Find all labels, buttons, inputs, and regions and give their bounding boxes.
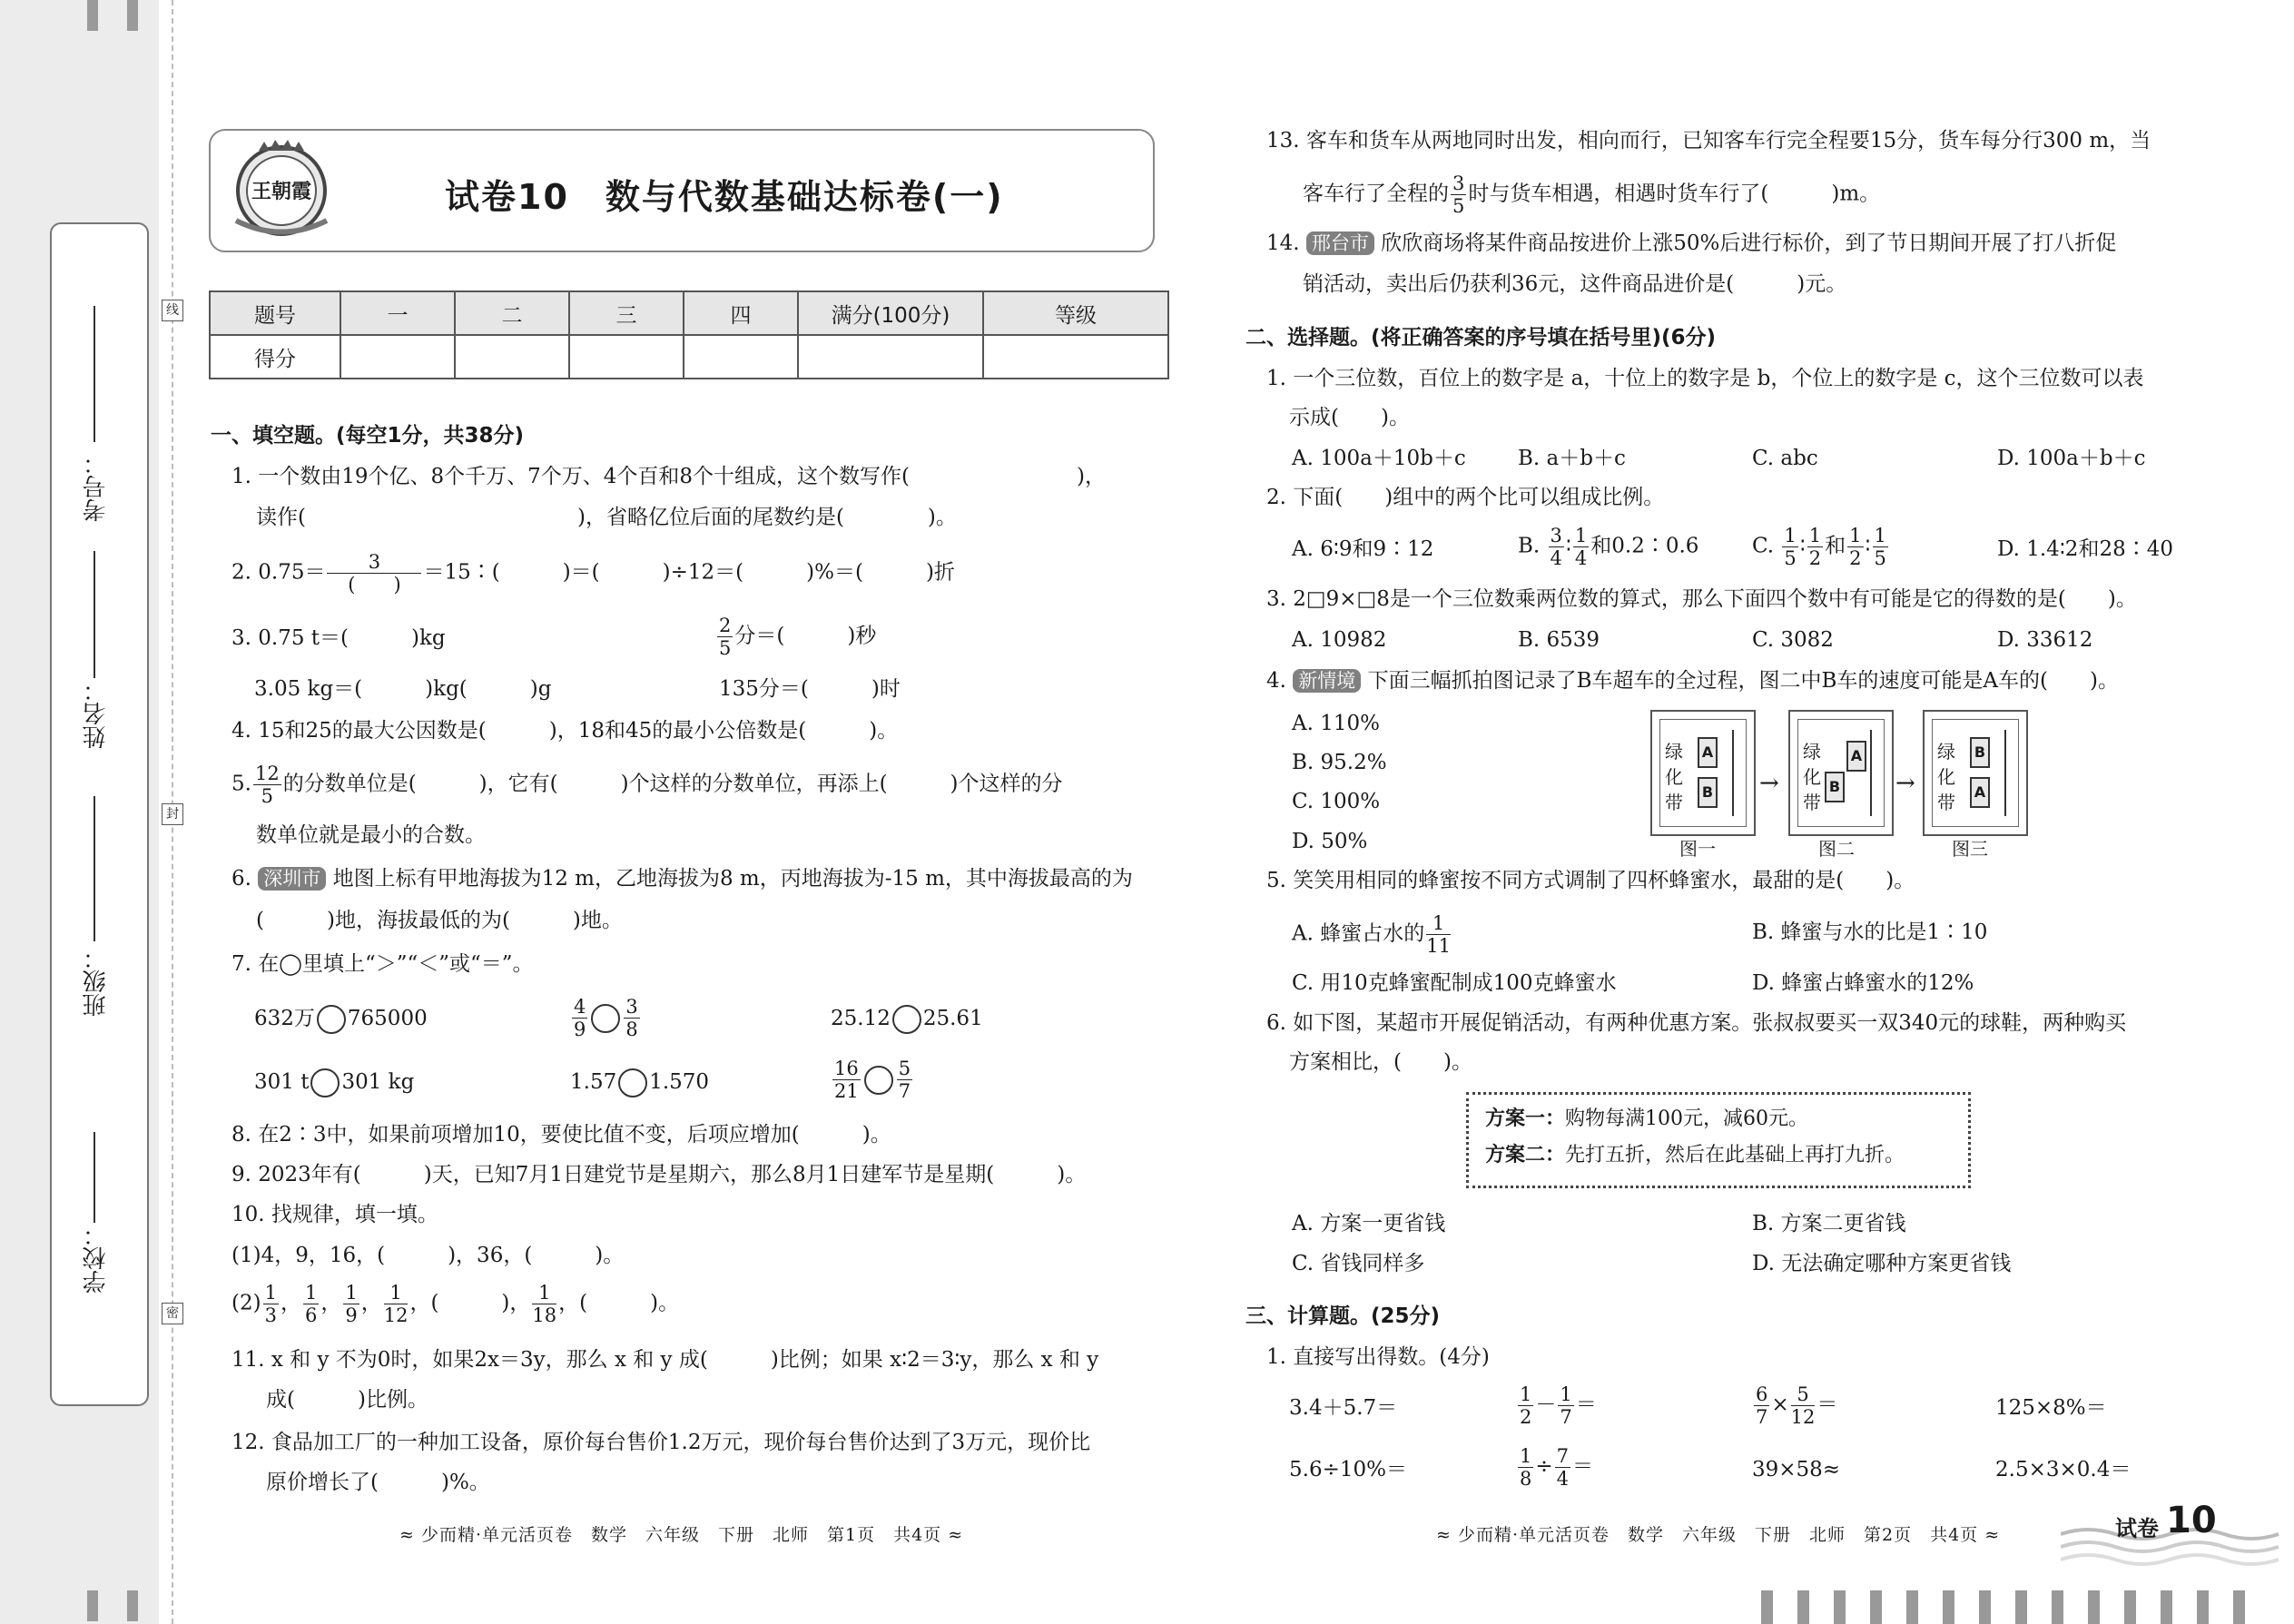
header-cell: 三 xyxy=(569,291,684,335)
figure-label: 图一 xyxy=(1679,838,1716,860)
exam-number-field[interactable] xyxy=(94,306,95,442)
question-3-a: 3. 0.75 t＝( )kg xyxy=(231,626,446,650)
choice-6-option[interactable]: D. 无法确定哪种方案更省钱 xyxy=(1752,1252,2012,1275)
page-mark xyxy=(2124,1590,2136,1624)
figure-label: 图三 xyxy=(1952,838,1988,860)
calc-item: 5.6÷10%＝ xyxy=(1289,1458,1407,1481)
section-1-title: 一、填空题。(每空1分，共38分) xyxy=(211,424,525,448)
compare-3: 25.12 25.61 xyxy=(831,1005,983,1034)
class-label: 班级： xyxy=(83,946,110,1017)
badge-label: 试卷 xyxy=(2115,1516,2159,1541)
question-13: 13. 客车和货车从两地同时出发，相向而行，已知客车行完全程要15分，货车每分行300 m，当 xyxy=(1266,129,2151,153)
plan-2: 方案二：先打五折，然后在此基础上再打九折。 xyxy=(1485,1144,1905,1166)
region-tag: 邢台市 xyxy=(1306,231,1374,255)
choice-1: 1. 一个三位数，百位上的数字是 a，十位上的数字是 b，个位上的数字是 c，这个三位数可以表 xyxy=(1266,367,2144,390)
choice-6: 6. 如下图，某超市开展促销活动，有两种优惠方案。张叔叔要买一双340元的球鞋，两种购买 xyxy=(1266,1011,2127,1035)
question-3-d: 135分＝( )时 xyxy=(719,677,901,701)
question-3-c: 3.05 kg＝( )kg( )g xyxy=(254,677,552,701)
page-mark xyxy=(1979,1590,1991,1624)
choice-6-line-2: 方案相比，( )。 xyxy=(1289,1050,1472,1074)
score-cell[interactable] xyxy=(340,335,455,379)
region-tag: 深圳市 xyxy=(258,867,326,891)
compare-circle[interactable] xyxy=(892,1005,921,1034)
page-mark xyxy=(1797,1590,1809,1624)
overtake-figure-2: 绿化带 A B xyxy=(1788,710,1894,836)
question-5: 5. $\frac{12}{5}$ 的分数单位是( )，它有( )个这样的分数单位，再添上( )个这样的分 xyxy=(231,763,1063,807)
new-context-tag: 新情境 xyxy=(1293,669,1361,693)
exam-number-label: 考号： xyxy=(83,451,110,522)
svg-text:王朝霞: 王朝霞 xyxy=(251,181,312,203)
calc-item: 39×58≈ xyxy=(1752,1458,1841,1481)
page-mark xyxy=(2015,1590,2027,1624)
question-6-line-2: ( )地，海拔最低的为( )地。 xyxy=(256,909,623,932)
compare-circle[interactable] xyxy=(310,1068,340,1097)
car-a: A xyxy=(1970,777,1990,808)
question-5-line-2: 数单位就是最小的合数。 xyxy=(256,823,486,847)
question-8: 8. 在2∶3中，如果前项增加10，要使比值不变，后项应增加( )。 xyxy=(231,1123,891,1147)
compare-1: 632万 765000 xyxy=(254,1005,428,1034)
choice-5-option-a[interactable]: A. 蜂蜜占水的 $\frac{1}{11}$ xyxy=(1292,912,1451,957)
header-cell: 题号 xyxy=(210,291,340,335)
page-mark xyxy=(1943,1590,1954,1624)
row-label: 得分 xyxy=(210,335,340,379)
choice-2: 2. 下面( )组中的两个比可以组成比例。 xyxy=(1266,486,1665,509)
choice-2-option-b[interactable]: B. $\frac{3}{4}$ ∶ $\frac{1}{4}$ 和0.2∶0.6 xyxy=(1518,525,1699,569)
choice-3-option[interactable]: A. 10982 xyxy=(1292,628,1387,652)
score-cell[interactable] xyxy=(455,335,569,379)
score-table xyxy=(209,290,1169,379)
arrow-icon: → xyxy=(1895,770,1915,797)
choice-6-option[interactable]: A. 方案一更省钱 xyxy=(1292,1212,1446,1235)
compare-circle[interactable] xyxy=(317,1005,346,1034)
page-mark xyxy=(1906,1590,1918,1624)
choice-3-option[interactable]: B. 6539 xyxy=(1518,628,1600,652)
choice-4-option[interactable]: B. 95.2% xyxy=(1292,751,1387,774)
page-footer-right: ≈ 少而精·单元活页卷 数学 六年级 下册 北师 第2页 共4页 ≈ xyxy=(1436,1525,2001,1545)
question-14: 14. 邢台市 欣欣商场将某件商品按进价上涨50%后进行标价，到了节日期间开展了打八折促 xyxy=(1266,231,2117,255)
car-a: A xyxy=(1846,741,1866,772)
choice-1-option[interactable]: C. abc xyxy=(1752,447,1818,470)
question-2 xyxy=(231,551,955,595)
binding-mark xyxy=(87,0,98,31)
question-7: 7. 在◯里填上“＞”“＜”或“＝”。 xyxy=(231,952,534,976)
name-field[interactable] xyxy=(94,551,95,678)
choice-4: 4. 新情境 下面三幅抓拍图记录了B车超车的全过程，图二中B车的速度可能是A车的( )。 xyxy=(1266,669,2119,693)
question-10-part-2: (2) $\frac{1}{3}$ ， $\frac{1}{6}$ ， $\frac{1}{9}$ ， $\frac{1}{12}$ ，( )， $\frac{1}{18}$ ，( )。 xyxy=(231,1282,680,1326)
score-cell[interactable] xyxy=(983,335,1168,379)
choice-6-option[interactable]: B. 方案二更省钱 xyxy=(1752,1212,1906,1235)
choice-2-option-d[interactable]: D. 1.4∶2和28∶40 xyxy=(1997,537,2173,561)
question-10-part-1: (1)4，9，16，( )，36，( )。 xyxy=(231,1244,625,1267)
section-2-title: 二、选择题。(将正确答案的序号填在括号里)(6分) xyxy=(1245,326,1717,349)
paper-number-badge xyxy=(2061,1500,2294,1570)
score-cell[interactable] xyxy=(798,335,983,379)
header-cell: 等级 xyxy=(983,291,1168,335)
question-6: 6. 深圳市 地图上标有甲地海拔为12 m，乙地海拔为8 m，丙地海拔为-15 m，其中海拔最高的为 xyxy=(231,867,1133,891)
calc-item: 2.5×3×0.4＝ xyxy=(1995,1458,2132,1481)
compare-circle[interactable] xyxy=(618,1068,647,1097)
overtake-figure-3: 绿化带 B A xyxy=(1923,710,2028,836)
page-mark xyxy=(2052,1590,2063,1624)
page-title: 试卷10 数与代数基础达标卷(一) xyxy=(445,177,1004,217)
car-b: B xyxy=(1698,777,1718,808)
seal-mark-mi: 密 xyxy=(162,1303,183,1324)
choice-3: 3. 2□9×□8是一个三位数乘两位数的算式，那么下面四个数中有可能是它的得数的是( )。 xyxy=(1266,587,2137,611)
choice-2-option-c[interactable]: C. $\frac{1}{5}$ ∶ $\frac{1}{2}$ 和 $\frac{1}{2}$ ∶ $\frac{1}{5}$ xyxy=(1752,525,1886,569)
car-b: B xyxy=(1825,772,1845,802)
page-mark xyxy=(2197,1590,2209,1624)
choice-6-option[interactable]: C. 省钱同样多 xyxy=(1292,1252,1425,1275)
plan-1: 方案一：购物每满100元，减60元。 xyxy=(1485,1107,1809,1130)
seal-mark-xian: 线 xyxy=(162,300,183,321)
page-mark xyxy=(1870,1590,1882,1624)
compare-4: 301 t 301 kg xyxy=(254,1068,414,1097)
section-3-title: 三、计算题。(25分) xyxy=(1245,1304,1441,1328)
choice-4-option[interactable]: C. 100% xyxy=(1292,790,1381,813)
choice-5-option-d[interactable]: D. 蜂蜜占蜂蜜水的12% xyxy=(1752,971,1974,995)
car-a: A xyxy=(1698,737,1718,768)
compare-6: $\frac{16}{21}$ $\frac{5}{7}$ xyxy=(834,1058,911,1102)
page-footer-left: ≈ 少而精·单元活页卷 数学 六年级 下册 北师 第1页 共4页 ≈ xyxy=(399,1525,964,1545)
question-10: 10. 找规律，填一填。 xyxy=(231,1203,438,1226)
q2-lead: 2. 0.75＝ xyxy=(231,560,326,585)
page-mark xyxy=(2161,1590,2172,1624)
school-field[interactable] xyxy=(94,1132,95,1223)
publisher-logo xyxy=(222,134,340,245)
calc-item: $\frac{1}{8}$ ÷ $\frac{7}{4}$ ＝ xyxy=(1520,1445,1594,1490)
choice-5-option-c[interactable]: C. 用10克蜂蜜配制成100克蜂蜜水 xyxy=(1292,971,1617,995)
calc-item: $\frac{6}{7}$ × $\frac{5}{12}$ ＝ xyxy=(1756,1383,1838,1428)
fraction: $\frac{3}{( )}$ xyxy=(327,551,421,595)
binding-mark xyxy=(87,1590,98,1621)
choice-3-option[interactable]: D. 33612 xyxy=(1997,628,2093,652)
question-14-line-2: 销活动，卖出后仍获利36元，这件商品进价是( )元。 xyxy=(1303,272,1847,296)
page-mark xyxy=(2088,1590,2100,1624)
seal-mark-feng: 封 xyxy=(162,803,183,825)
choice-3-option[interactable]: C. 3082 xyxy=(1752,628,1834,652)
car-b: B xyxy=(1970,737,1990,768)
q2-rest: ＝15∶( )＝( )÷12＝( )%＝( )折 xyxy=(423,560,955,585)
promotion-box xyxy=(1466,1092,1971,1188)
choice-1-option[interactable]: B. a＋b＋c xyxy=(1518,447,1626,470)
overtake-figure-1: 绿化带 A B xyxy=(1650,710,1756,836)
school-label: 学校： xyxy=(83,1223,110,1294)
question-11-line-2: 成( )比例。 xyxy=(266,1388,428,1412)
question-3-b: $\frac{2}{5}$ 分＝( )秒 xyxy=(719,615,877,659)
calc-item: $\frac{1}{2}$ － $\frac{1}{7}$ ＝ xyxy=(1520,1383,1597,1428)
calc-item: 125×8%＝ xyxy=(1995,1396,2107,1420)
page-mark xyxy=(1761,1590,1773,1624)
compare-circle[interactable] xyxy=(591,1004,620,1033)
choice-1-option[interactable]: A. 100a＋10b＋c xyxy=(1292,447,1466,470)
name-label: 姓名： xyxy=(83,678,110,749)
question-1-line-1: 1. 一个数由19个亿、8个千万、7个万、4个百和8个十组成，这个数写作( )， xyxy=(231,465,1107,488)
compare-2: $\frac{4}{9}$ $\frac{3}{8}$ xyxy=(574,996,638,1040)
question-11: 11. x 和 y 不为0时，如果2x＝3y，那么 x 和 y 成( )比例；如果 x∶2＝3∶y，那么 x 和 y xyxy=(231,1348,1099,1372)
choice-1-option[interactable]: D. 100a＋b＋c xyxy=(1997,447,2146,470)
figure-label: 图二 xyxy=(1818,838,1855,860)
score-cell[interactable] xyxy=(569,335,684,379)
student-info-box xyxy=(50,222,149,1406)
choice-5: 5. 笑笑用相同的蜂蜜按不同方式调制了四杯蜂蜜水，最甜的是( )。 xyxy=(1266,869,1915,892)
question-1-line-2: 读作( )，省略亿位后面的尾数约是( )。 xyxy=(256,506,957,529)
class-field[interactable] xyxy=(94,796,95,941)
header-cell: 二 xyxy=(455,291,569,335)
compare-circle[interactable] xyxy=(864,1066,893,1095)
binding-mark xyxy=(127,0,138,31)
badge-number: 10 xyxy=(2166,1500,2217,1541)
choice-1-line-2: 示成( )。 xyxy=(1289,406,1410,429)
choice-4-option[interactable]: D. 50% xyxy=(1292,830,1368,853)
calc-question-1: 1. 直接写出得数。(4分) xyxy=(1266,1345,1490,1369)
page-mark xyxy=(2233,1590,2245,1624)
question-9: 9. 2023年有( )天，已知7月1日建党节是星期六，那么8月1日建军节是星期( )。 xyxy=(231,1163,1087,1186)
arrow-icon: → xyxy=(1759,770,1779,797)
page-mark xyxy=(1834,1590,1846,1624)
score-cell[interactable] xyxy=(684,335,798,379)
binding-mark xyxy=(127,1590,138,1621)
question-13-line-2: 客车行了全程的 $\frac{3}{5}$ 时与货车相遇，相遇时货车行了( )m。 xyxy=(1303,172,1881,217)
question-12-line-2: 原价增长了( )%。 xyxy=(266,1471,490,1494)
compare-5: 1.57 1.570 xyxy=(570,1068,709,1097)
choice-2-option-a[interactable]: A. 6∶9和9∶12 xyxy=(1292,537,1434,561)
header-cell: 满分(100分) xyxy=(798,291,983,335)
choice-5-option-b[interactable]: B. 蜂蜜与水的比是1∶10 xyxy=(1752,920,1988,944)
question-12: 12. 食品加工厂的一种加工设备，原价每台售价1.2万元，现价每台售价达到了3万元，现价比 xyxy=(231,1431,1091,1454)
question-4: 4. 15和25的最大公因数是( )，18和45的最小公倍数是( )。 xyxy=(231,719,899,743)
choice-4-option[interactable]: A. 110% xyxy=(1292,712,1380,735)
header-cell: 四 xyxy=(684,291,798,335)
header-cell: 一 xyxy=(340,291,455,335)
calc-item: 3.4＋5.7＝ xyxy=(1289,1396,1398,1420)
